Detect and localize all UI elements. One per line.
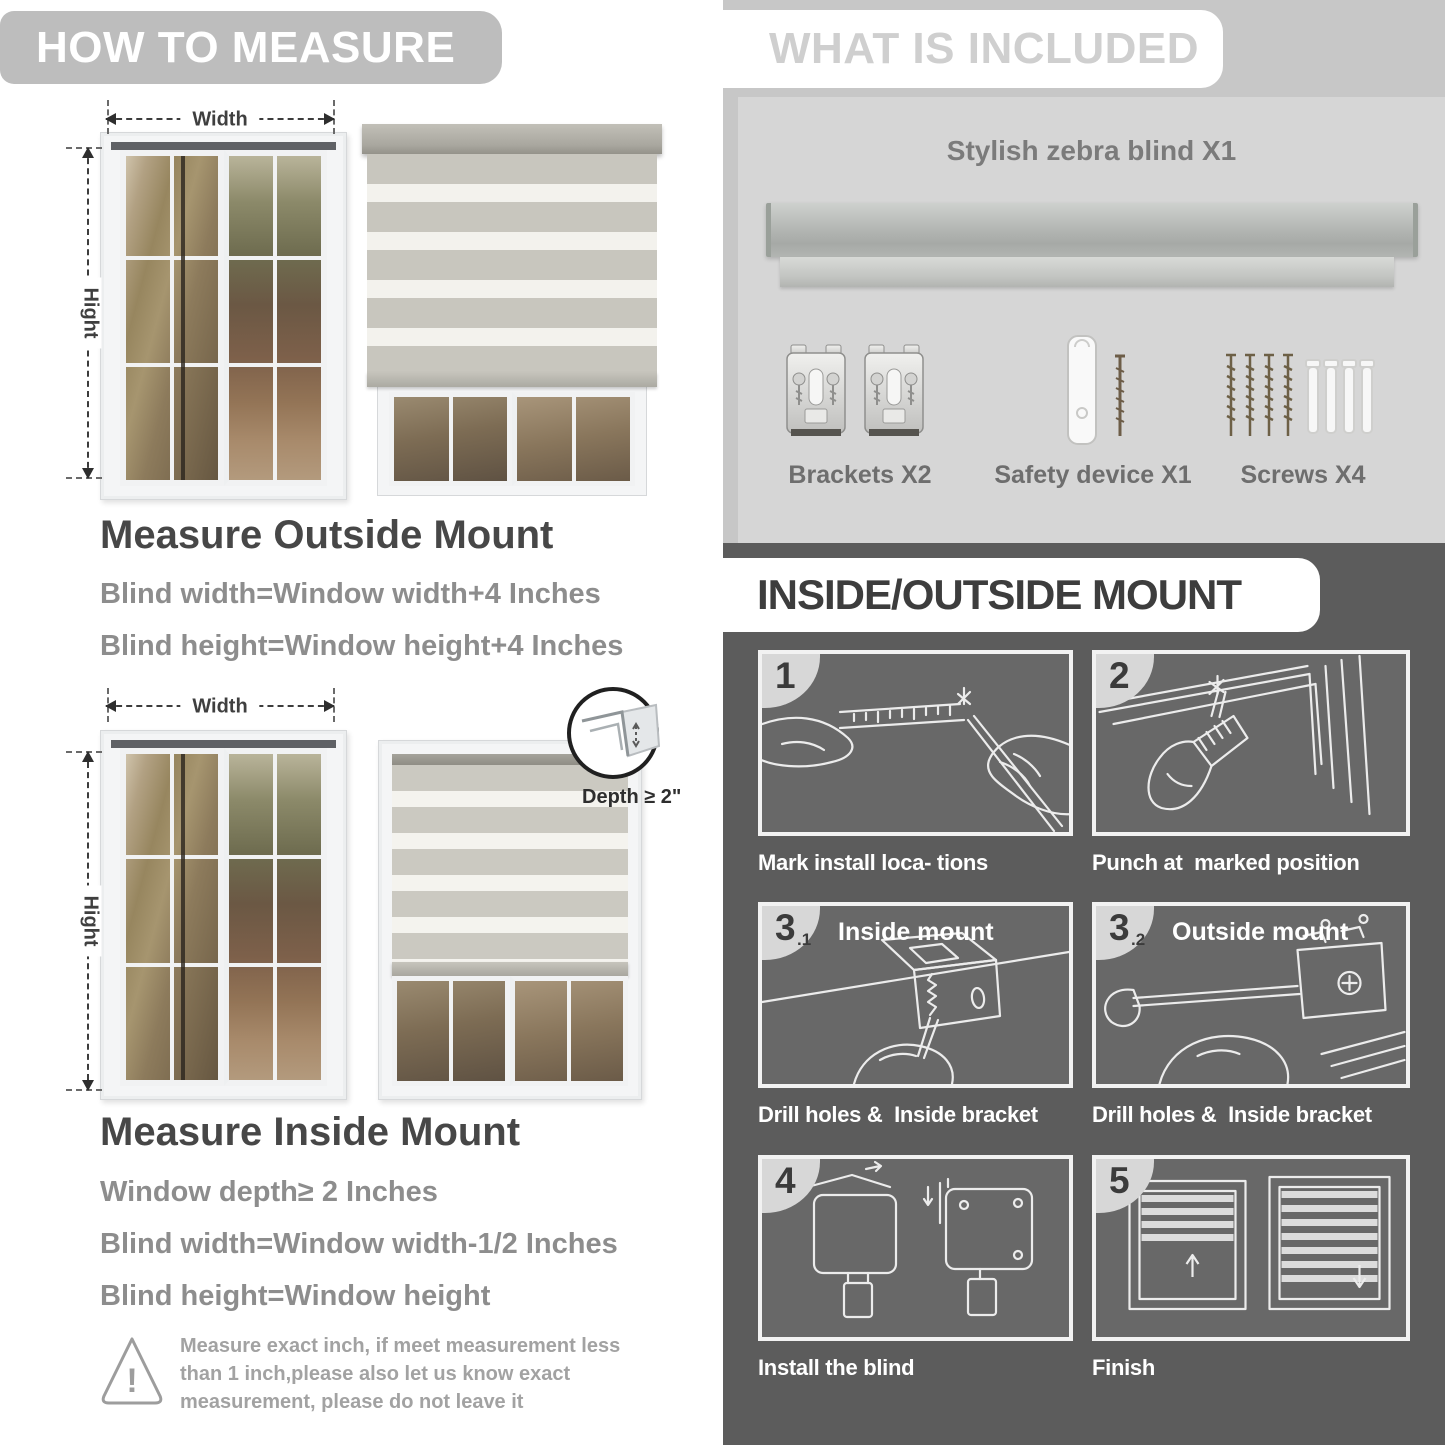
step-badge: 5	[1096, 1159, 1154, 1213]
outside-rule-width: Blind width=Window width+4 Inches	[100, 578, 601, 610]
depth-detail-circle	[566, 686, 660, 780]
step-panel	[1092, 902, 1410, 1088]
what-is-included-header	[723, 10, 1223, 88]
window-door-left	[120, 150, 224, 486]
screws-icon	[1222, 350, 1298, 445]
safety-device-icon	[1062, 333, 1102, 448]
blind-bottom-rail	[367, 372, 657, 387]
step-3-2	[1092, 902, 1410, 1128]
inside-rule-depth: Window depth≥ 2 Inches	[100, 1176, 438, 1208]
width-arrow-outside	[106, 108, 334, 131]
step-panel	[758, 902, 1073, 1088]
warning-exclamation: !	[126, 1362, 138, 1400]
inside-mount-title: Measure Inside Mount	[100, 1110, 521, 1154]
warning-triangle-icon	[99, 1334, 165, 1408]
inside-outside-mount-header	[723, 558, 1320, 632]
outside-rule-height: Blind height=Window height+4 Inches	[100, 630, 624, 662]
step-caption: Mark install loca- tions	[758, 850, 988, 875]
step-badge: 4	[762, 1159, 820, 1213]
width-arrow-inside	[106, 695, 334, 718]
blind-window-glass	[389, 392, 635, 486]
window-glass	[120, 150, 327, 486]
how-to-measure-title: HOW TO MEASURE	[36, 23, 456, 72]
screw-icon	[1112, 352, 1128, 440]
wall-anchors-icon	[1303, 358, 1377, 442]
step-4	[758, 1155, 1073, 1381]
step-3-1	[758, 902, 1073, 1128]
step-caption: Install the blind	[758, 1355, 915, 1380]
drainpipe-reflection	[181, 754, 185, 1080]
height-label: Hight	[79, 885, 102, 956]
blind-header-rail	[362, 124, 662, 154]
step-5	[1092, 1155, 1410, 1381]
blind-product-label: Stylish zebra blind X1	[946, 135, 1237, 166]
window-door-right	[224, 748, 327, 1086]
height-arrow-outside	[79, 148, 102, 478]
blind-rail-image-bottom	[780, 257, 1394, 287]
height-label: Hight	[79, 277, 102, 348]
step-panel	[758, 650, 1073, 836]
what-is-included-title: WHAT IS INCLUDED	[769, 24, 1200, 73]
step-badge: 2	[1096, 654, 1154, 708]
window-top-rail	[111, 142, 336, 150]
warning-text: Measure exact inch, if meet measurement less than 1 inch,please also let us know exact measurement, please do not leave it	[180, 1335, 621, 1413]
step-2	[1092, 650, 1410, 876]
height-arrow-inside	[79, 752, 102, 1090]
step-inner-label: Inside mount	[838, 918, 994, 946]
step-panel	[758, 1155, 1073, 1341]
step-1	[758, 650, 1073, 876]
depth-label: Depth ≥ 2"	[582, 786, 682, 808]
safety-device-label: Safety device X1	[994, 461, 1192, 489]
step-inner-label: Outside mount	[1172, 918, 1349, 946]
how-to-measure-header	[0, 11, 502, 84]
window-photo-inside	[100, 730, 347, 1100]
outside-mount-title: Measure Outside Mount	[100, 513, 554, 557]
step-badge: 3 .1	[762, 906, 820, 960]
width-label: Width	[180, 108, 259, 131]
drainpipe-reflection	[181, 156, 185, 480]
window-door-right	[224, 150, 327, 486]
step-badge: 1	[762, 654, 820, 708]
step-caption: Punch at marked position	[1092, 850, 1360, 875]
blind-window-glass	[392, 976, 628, 1086]
mount-title: INSIDE/OUTSIDE MOUNT	[757, 571, 1242, 618]
bracket-icon	[861, 343, 927, 441]
step-caption: Drill holes & Inside bracket	[758, 1102, 1038, 1127]
zebra-blind-outside-graphic	[362, 116, 662, 496]
step-panel	[1092, 1155, 1410, 1341]
brackets-label: Brackets X2	[788, 461, 932, 489]
bracket-icon	[783, 343, 849, 441]
screws-label: Screws X4	[1240, 461, 1366, 489]
step-caption: Finish	[1092, 1355, 1155, 1380]
inside-rule-width: Blind width=Window width-1/2 Inches	[100, 1228, 618, 1260]
window-glass	[120, 748, 327, 1086]
blind-rail-image-top	[766, 203, 1418, 257]
step-caption: Drill holes & Inside bracket	[1092, 1102, 1372, 1127]
window-photo-outside	[100, 132, 347, 500]
width-label: Width	[180, 695, 259, 718]
inside-rule-height: Blind height=Window height	[100, 1280, 491, 1312]
step-badge: 3 .2	[1096, 906, 1154, 960]
window-top-rail	[111, 740, 336, 748]
blind-zebra-stripes	[367, 154, 657, 372]
blind-bottom-rail	[392, 962, 628, 976]
step-panel	[1092, 650, 1410, 836]
window-door-left	[120, 748, 224, 1086]
